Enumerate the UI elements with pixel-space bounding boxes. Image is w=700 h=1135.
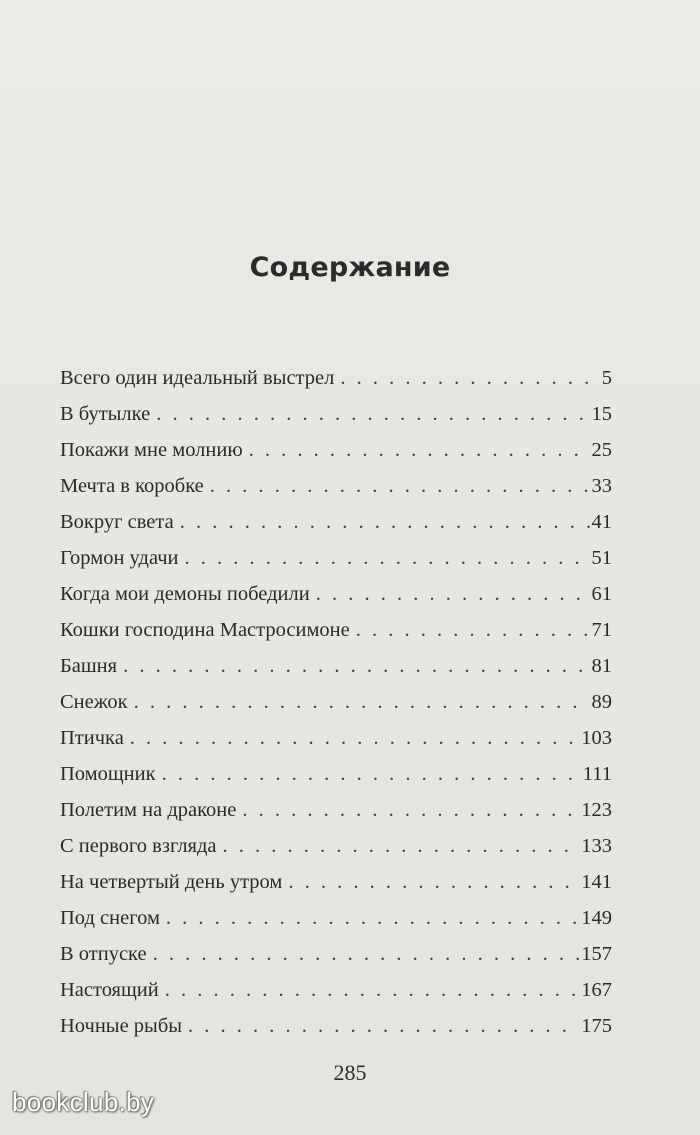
dot-leader (210, 468, 590, 504)
toc-entry-title: Под снегом (60, 907, 160, 929)
toc-entry (60, 936, 612, 972)
toc-entry-title: Вокруг света (60, 511, 174, 533)
toc-entry-page: 41 (591, 511, 612, 533)
toc-entry-title: Полетим на драконе (60, 799, 237, 821)
toc-entry-title: Покажи мне молнию (60, 439, 243, 461)
dot-leader (223, 828, 580, 864)
toc-entry-page: 25 (591, 439, 612, 461)
toc-entry-title: Кошки господина Мастросимоне (60, 619, 350, 641)
toc-entry-page: 157 (581, 943, 612, 965)
toc-entry-title: Мечта в коробке (60, 475, 204, 497)
toc-entry-page: 81 (591, 655, 612, 677)
dot-leader (188, 1008, 579, 1044)
toc-entry-page: 149 (581, 907, 612, 929)
dot-leader (123, 648, 589, 684)
dot-leader (153, 936, 580, 972)
table-of-contents (60, 360, 612, 1044)
toc-entry (60, 684, 612, 720)
toc-entry (60, 468, 612, 504)
toc-entry-page: 175 (581, 1015, 612, 1037)
toc-entry-title: На четвертый день утром (60, 871, 283, 893)
toc-entry-page: 141 (581, 871, 612, 893)
toc-entry (60, 504, 612, 540)
dot-leader (242, 792, 579, 828)
dot-leader (340, 360, 599, 396)
toc-entry-page: 89 (591, 691, 612, 713)
toc-entry-title: Когда мои демоны победили (60, 583, 310, 605)
toc-entry-page: 33 (591, 475, 612, 497)
toc-entry-title: Снежок (60, 691, 128, 713)
toc-entry-title: Гормон удачи (60, 547, 179, 569)
toc-entry-title: Помощник (60, 763, 156, 785)
dot-leader (356, 612, 590, 648)
toc-entry (60, 576, 612, 612)
toc-entry (60, 648, 612, 684)
toc-entry (60, 972, 612, 1008)
toc-entry-page: 133 (581, 835, 612, 857)
dot-leader (162, 756, 581, 792)
toc-entry-page: 111 (582, 763, 612, 785)
toc-entry (60, 792, 612, 828)
toc-entry (60, 432, 612, 468)
toc-entry (60, 828, 612, 864)
toc-entry (60, 1008, 612, 1044)
toc-entry-title: Всего один идеальный выстрел (60, 367, 335, 389)
toc-entry-title: Башня (60, 655, 118, 677)
watermark-logo: bookclub.by (12, 1087, 155, 1117)
dot-leader (134, 684, 590, 720)
toc-entry-page: 103 (581, 727, 612, 749)
toc-entry-page: 51 (591, 547, 612, 569)
toc-entry (60, 396, 612, 432)
toc-entry (60, 864, 612, 900)
toc-entry (60, 612, 612, 648)
toc-entry-title: С первого взгляда (60, 835, 217, 857)
toc-entry (60, 360, 612, 396)
toc-entry-page: 167 (581, 979, 612, 1001)
toc-entry-title: Настоящий (60, 979, 159, 1001)
toc-entry (60, 720, 612, 756)
dot-leader (288, 864, 579, 900)
toc-entry-page: 61 (591, 583, 612, 605)
toc-entry (60, 900, 612, 936)
toc-entry-page: 71 (591, 619, 612, 641)
dot-leader (316, 576, 590, 612)
toc-entry-page: 5 (601, 367, 612, 389)
toc-entry-title: В бутылке (60, 403, 151, 425)
dot-leader (130, 720, 579, 756)
toc-entry-title: В отпуске (60, 943, 147, 965)
page-number: 285 (333, 1060, 367, 1085)
dot-leader (166, 900, 579, 936)
toc-entry (60, 540, 612, 576)
toc-entry-title: Ночные рыбы (60, 1015, 183, 1037)
dot-leader (249, 432, 590, 468)
toc-entry-page: 123 (581, 799, 612, 821)
dot-leader (156, 396, 589, 432)
dot-leader (180, 504, 590, 540)
toc-entry (60, 756, 612, 792)
toc-entry-title: Птичка (60, 727, 124, 749)
dot-leader (185, 540, 590, 576)
page-title: Содержание (249, 252, 451, 283)
dot-leader (165, 972, 580, 1008)
toc-entry-page: 15 (591, 403, 612, 425)
